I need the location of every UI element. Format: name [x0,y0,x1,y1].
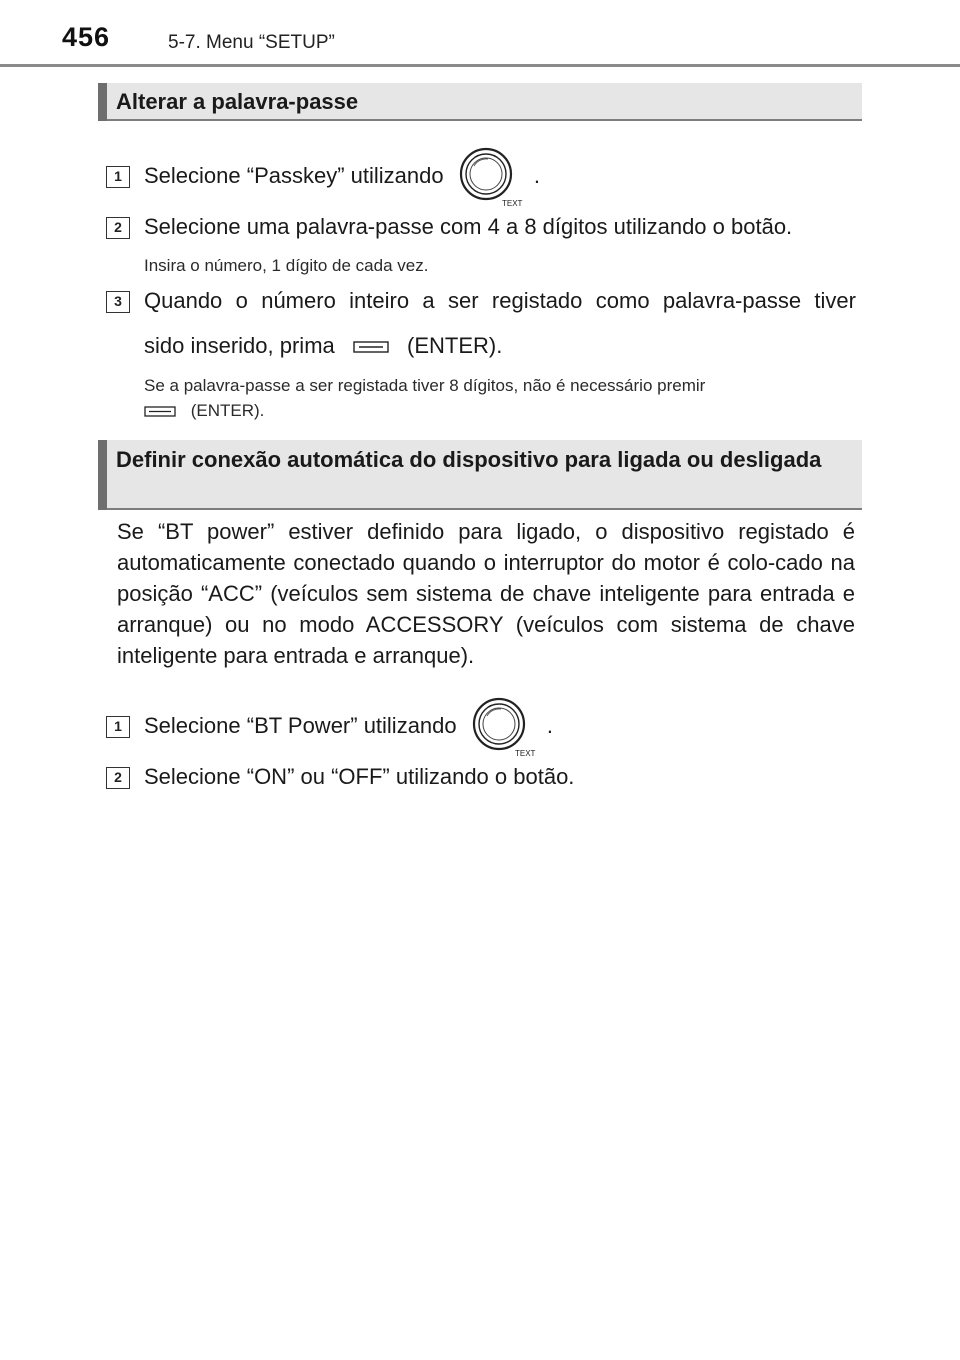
heading-change-passkey [98,83,862,121]
step-3-line2 [144,333,502,359]
bt-step-1-text [144,694,553,758]
bt-step-2-text: Selecione “ON” ou “OFF” utilizando o botão. [144,764,575,789]
step-3-note-line2 [144,401,264,421]
heading-text: Definir conexão automática do dispositivo para ligada ou desligada [116,447,822,472]
step-2-text: Selecione uma palavra-passe com 4 a 8 dígitos utilizando o botão. [144,214,793,239]
step-1-text [144,144,540,208]
enter-button-icon [144,406,176,417]
step-text-before: sido inserido, prima [144,333,335,358]
step-text-after: (ENTER). [407,333,503,358]
page-header [0,0,960,70]
step-text-after: . [546,713,554,738]
step-3-line1: Quando o número inteiro a ser registado como palavra-passe tiver [144,288,856,313]
step-number: 2 [106,217,130,239]
svg-text:TEXT: TEXT [501,199,523,209]
heading-text: Alterar a palavra-passe [116,89,359,114]
page-number: 456 [62,22,111,52]
step-text-before: Selecione “BT Power” utilizando [144,713,457,738]
step-number: 1 [106,716,130,738]
step-number: 1 [106,166,130,188]
step-text-after: . [533,163,540,188]
step-2-note: Insira o número, 1 dígito de cada vez. [144,256,429,275]
step-number: 3 [106,291,130,313]
step-3-note-line1: Se a palavra-passe a ser registada tiver 8 dígitos, não é necessário premir [144,376,706,395]
header-divider [0,64,960,67]
heading-auto-connect [98,440,862,510]
section-title: 5-7. Menu “SETUP” [168,32,335,53]
step-text-before: Selecione “Passkey” utilizando [144,163,444,188]
step-number: 2 [106,767,130,789]
note-text: (ENTER). [190,401,265,420]
tune-knob-icon [471,696,536,759]
svg-text:TEXT: TEXT [514,749,536,759]
bt-power-description: Se “BT power” estiver definido para ligado, o dispositivo registado é automaticamente conectado quando o interruptor do motor é colo-cado na posição “ACC” (veículos sem sistema de chave inteligente para entrada e arranque) ou no modo ACCESSORY (veículos com sistema de chave inteligente para entrada e arranque). [117,519,855,668]
tune-knob-icon [458,146,523,209]
enter-button-icon [353,341,389,353]
